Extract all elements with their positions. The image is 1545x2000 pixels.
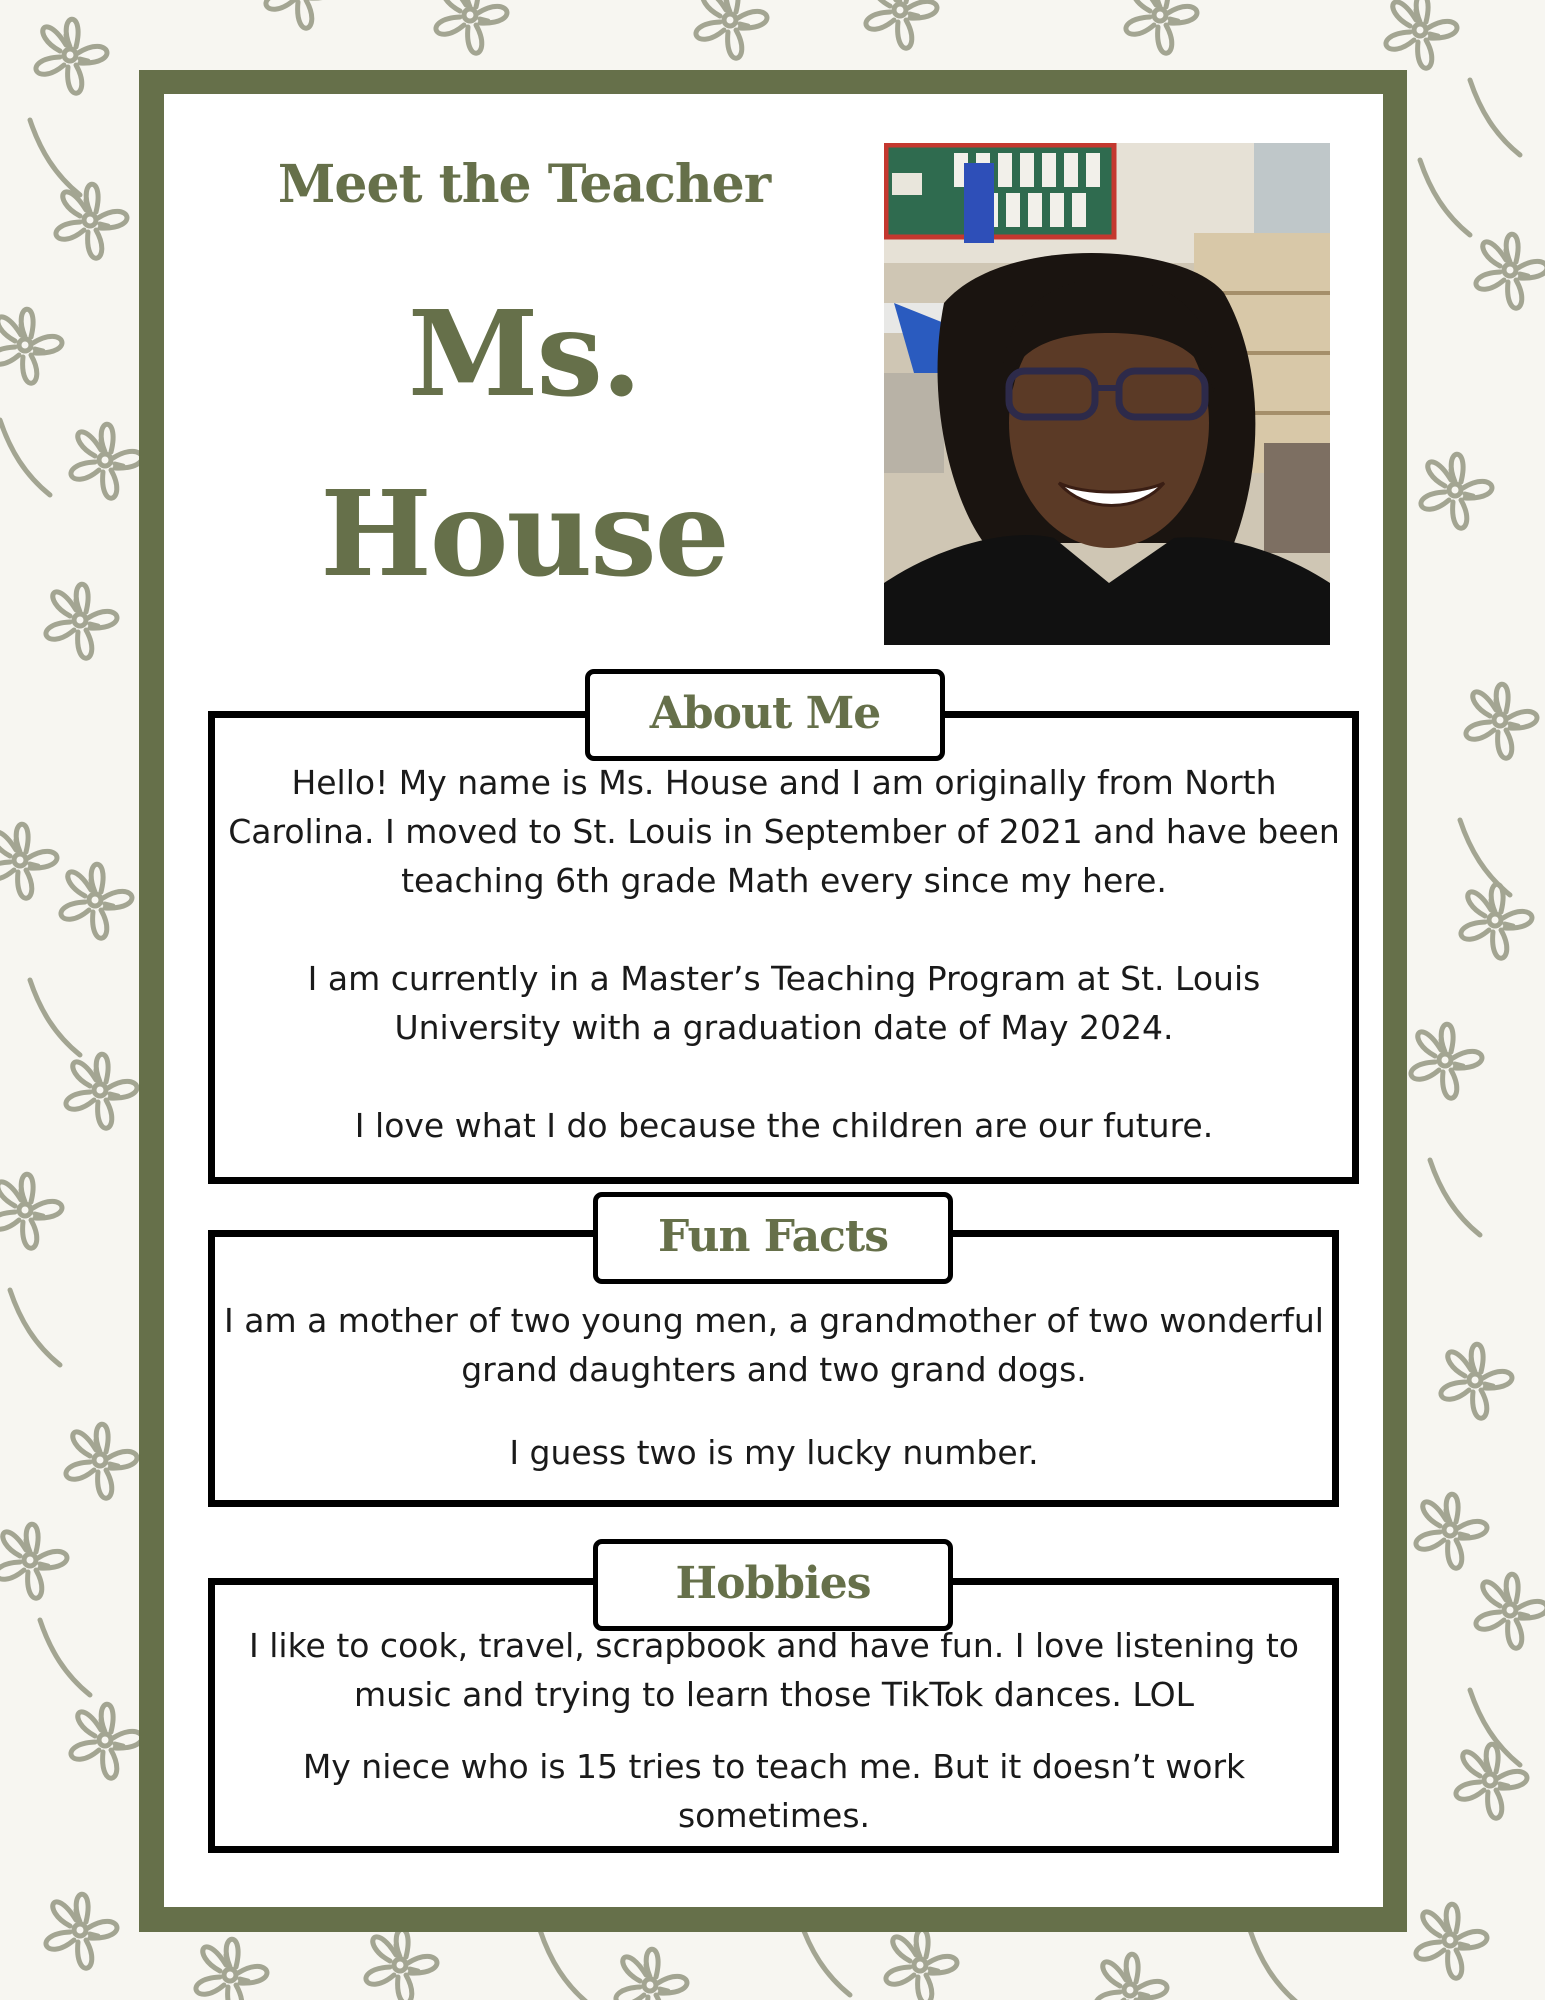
hobbies-paragraph-2: My niece who is 15 tries to teach me. But it doesn’t work sometimes. <box>302 1747 1246 1835</box>
about-paragraph-3: I love what I do because the children are our future. <box>354 1106 1214 1145</box>
fun-facts-paragraph-2: I guess two is my lucky number. <box>509 1433 1039 1472</box>
teacher-photo <box>884 143 1330 645</box>
content-page <box>164 94 1383 1907</box>
fun-facts-text <box>224 1296 1324 1477</box>
teacher-name-line2: House <box>320 464 728 603</box>
fun-facts-heading: Fun Facts <box>593 1192 953 1284</box>
about-me-text <box>224 758 1344 1150</box>
subtitle-heading: Meet the Teacher <box>277 154 771 215</box>
teacher-name-line1: Ms. <box>407 284 641 423</box>
hobbies-paragraph-1: I like to cook, travel, scrapbook and have fun. I love listening to music and trying to learn those TikTok dances. LOL <box>249 1626 1299 1714</box>
hobbies-heading: Hobbies <box>593 1539 953 1631</box>
fun-facts-paragraph-1: I am a mother of two young men, a grandmother of two wonderful grand daughters and two grand dogs. <box>224 1301 1324 1389</box>
about-paragraph-1: Hello! My name is Ms. House and I am originally from North Carolina. I moved to St. Louis in September of 2021 and have been teaching 6th grade Math every since my here. <box>228 763 1340 900</box>
about-paragraph-2: I am currently in a Master’s Teaching Program at St. Louis University with a graduation date of May 2024. <box>307 959 1261 1047</box>
about-me-heading: About Me <box>585 669 945 761</box>
hobbies-text <box>224 1621 1324 1840</box>
teacher-name <box>259 264 789 624</box>
